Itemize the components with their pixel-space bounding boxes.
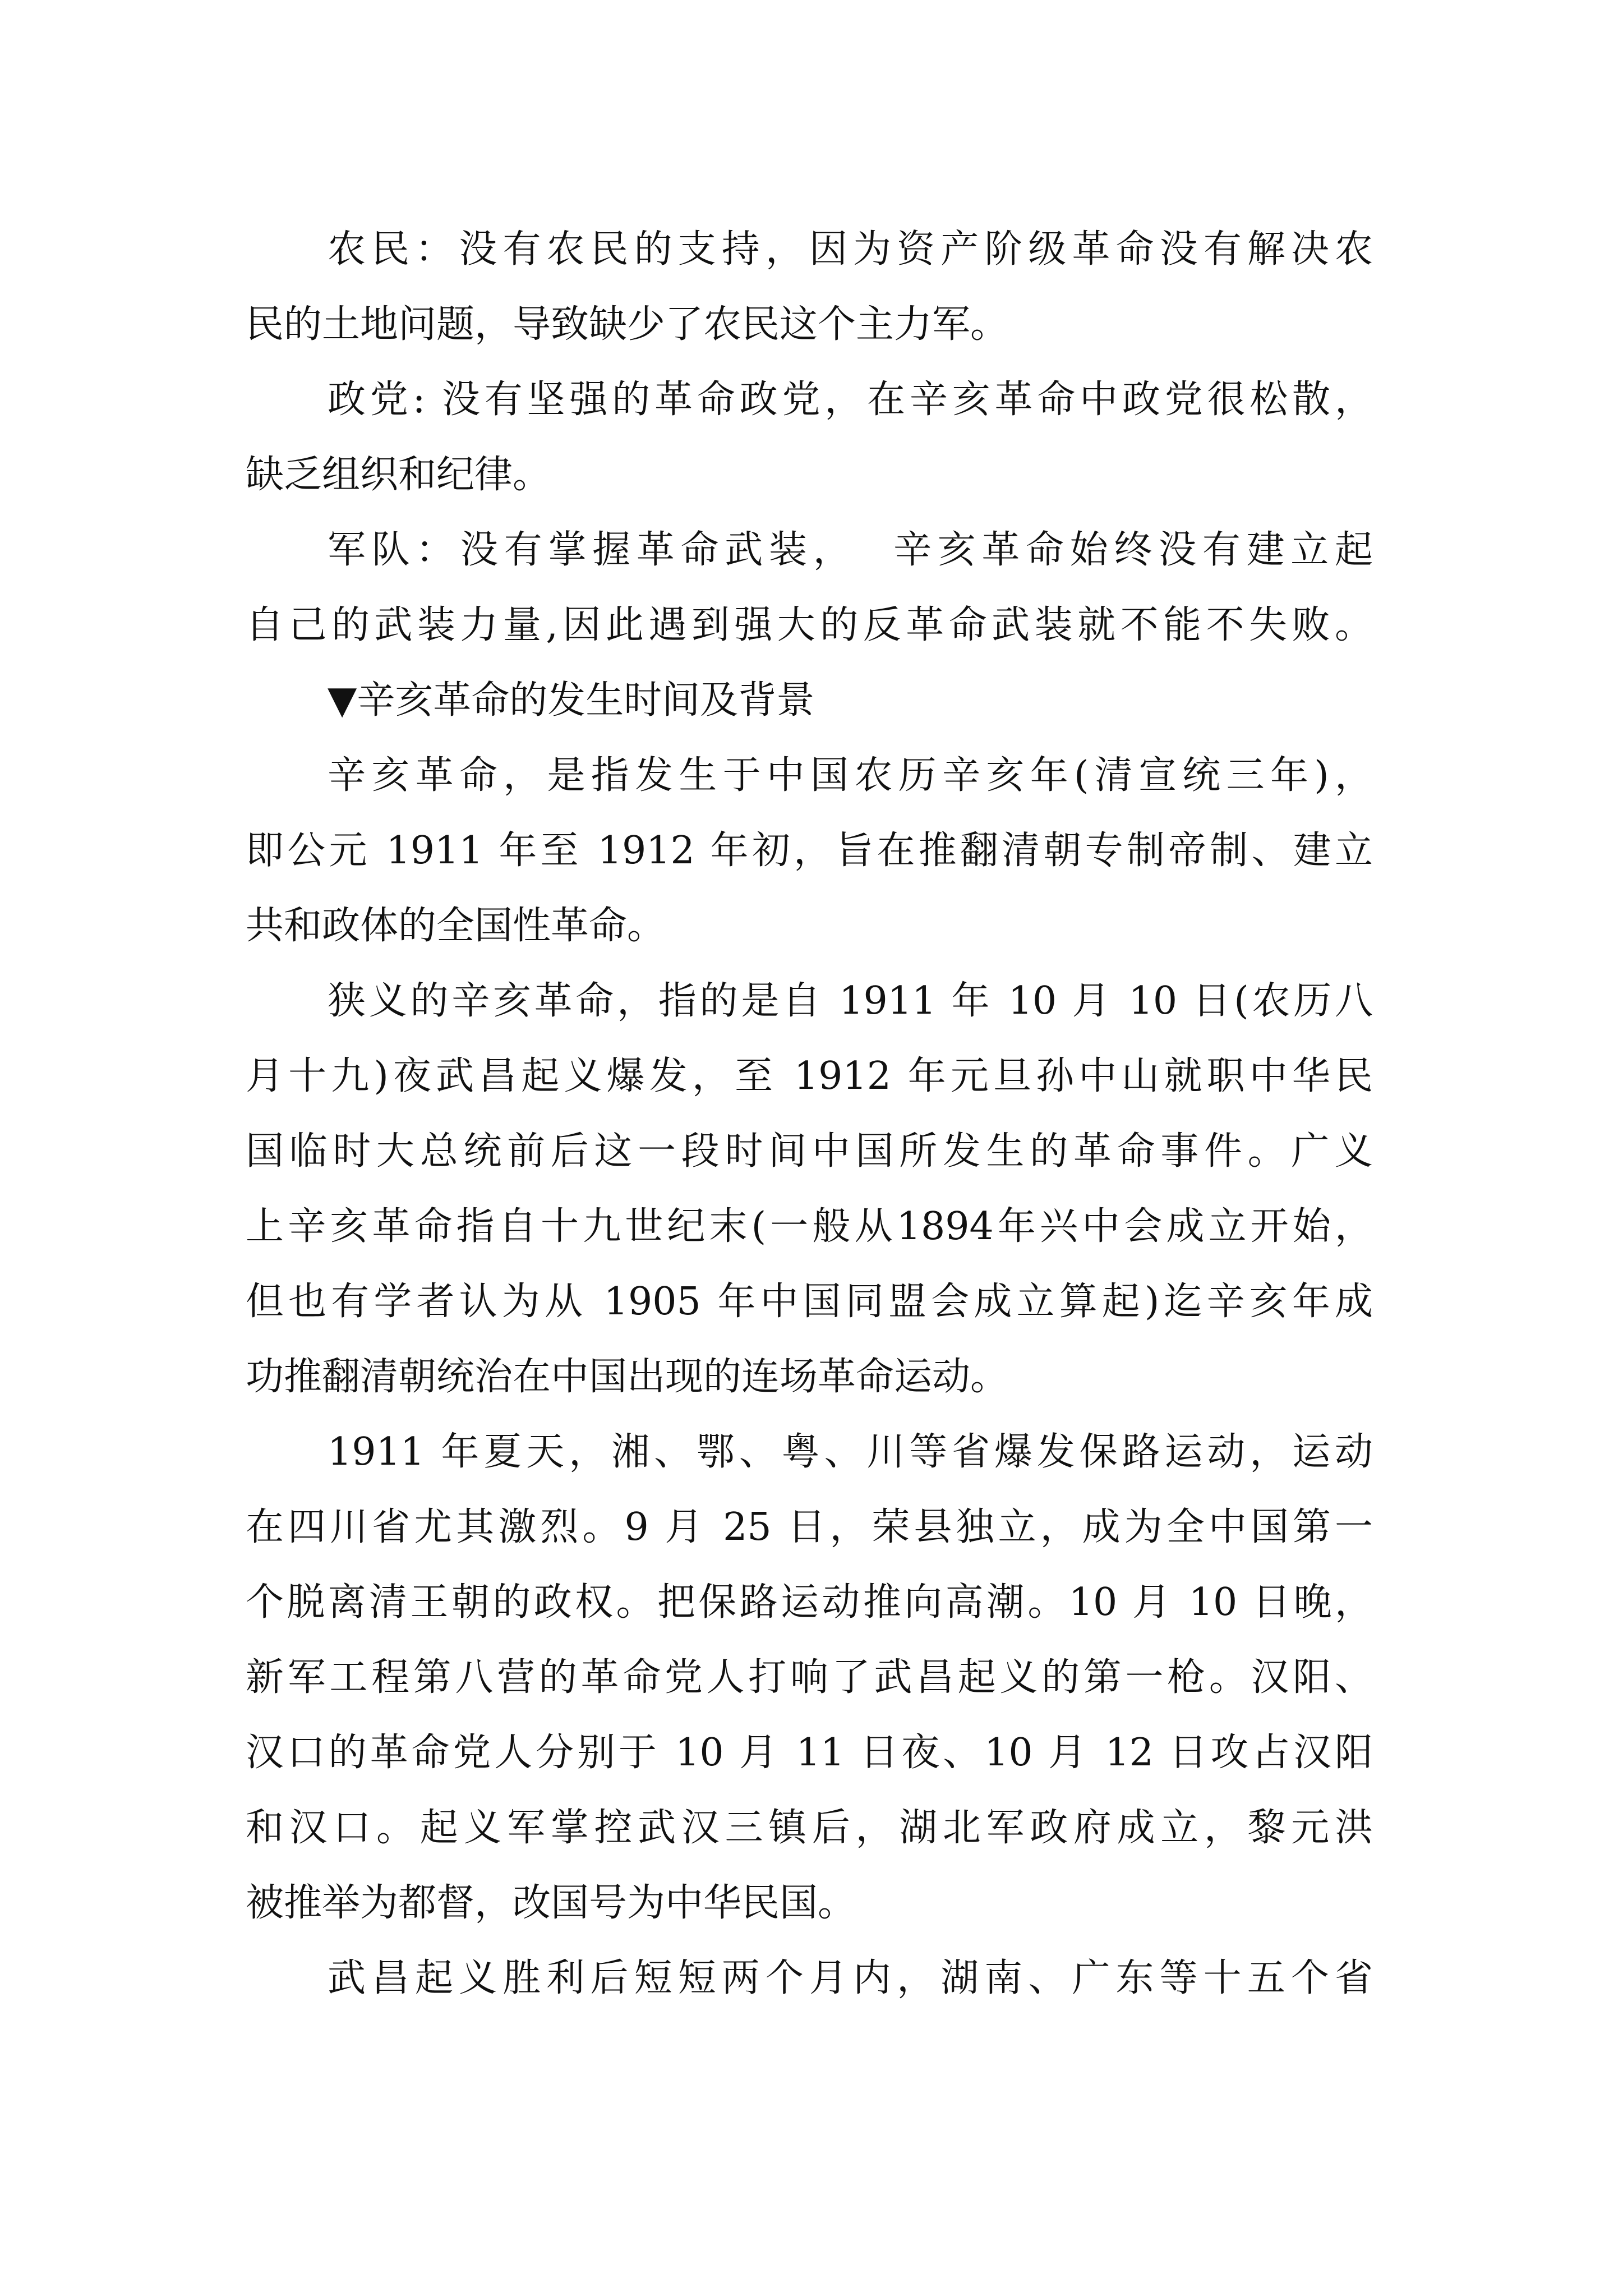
paragraph-line: 共和政体的全国性革命。	[246, 904, 666, 948]
paragraph-line: 但也有学者认为从 1905 年中国同盟会成立算起)迄辛亥年成	[246, 1280, 1373, 1324]
paragraph-line: 即公元 1911 年至 1912 年初，旨在推翻清朝专制帝制、建立	[246, 829, 1373, 873]
paragraph-line: 武昌起义胜利后短短两个月内，湖南、广东等十五个省	[328, 1956, 1373, 2000]
paragraph-line: 1911 年夏天，湘、鄂、粤、川等省爆发保路运动，运动	[328, 1430, 1373, 1474]
section-heading	[246, 663, 1373, 738]
paragraph-after-wuchang	[246, 1941, 1373, 2016]
paragraph-party	[246, 362, 1373, 513]
paragraph-line: 和汉口。起义军掌控武汉三镇后，湖北军政府成立，黎元洪	[246, 1806, 1373, 1850]
paragraph-line: 军队：没有掌握革命武装， 辛亥革命始终没有建立起	[328, 528, 1373, 572]
paragraph-line: 功推翻清朝统治在中国出现的连场革命运动。	[246, 1355, 1009, 1399]
paragraph-definition	[246, 738, 1373, 964]
paragraph-line: 政党: 没有坚强的革命政党，在辛亥革命中政党很松散，	[328, 378, 1373, 422]
paragraph-line: 新军工程第八营的革命党人打响了武昌起义的第一枪。汉阳、	[246, 1655, 1373, 1700]
paragraph-line: 个脱离清王朝的政权。把保路运动推向高潮。10 月 10 日晚，	[246, 1580, 1373, 1625]
paragraph-line: 被推举为都督，改国号为中华民国。	[246, 1881, 856, 1925]
paragraph-1911-events	[246, 1415, 1373, 1941]
paragraph-line: 狭义的辛亥革命，指的是自 1911 年 10 月 10 日(农历八	[328, 979, 1373, 1023]
document-body	[246, 212, 1373, 2016]
paragraph-line: 汉口的革命党人分别于 10 月 11 日夜、10 月 12 日攻占汉阳	[246, 1731, 1373, 1775]
paragraph-farmers	[246, 212, 1373, 362]
paragraph-line: 民的土地问题，导致缺少了农民这个主力军。	[246, 302, 1009, 347]
section-heading-text: ▼辛亥革命的发生时间及背景	[328, 678, 815, 723]
paragraph-line: 在四川省尤其激烈。9 月 25 日，荣县独立，成为全中国第一	[246, 1505, 1373, 1549]
paragraph-line: 自己的武装力量,因此遇到强大的反革命武装就不能不失败。	[246, 603, 1373, 647]
paragraph-line: 月十九)夜武昌起义爆发，至 1912 年元旦孙中山就职中华民	[246, 1054, 1373, 1098]
paragraph-line: 上辛亥革命指自十九世纪末(一般从1894年兴中会成立开始，	[246, 1204, 1373, 1249]
paragraph-line: 辛亥革命，是指发生于中国农历辛亥年(清宣统三年)，	[328, 753, 1373, 798]
paragraph-narrow-broad	[246, 964, 1373, 1415]
paragraph-line: 国临时大总统前后这一段时间中国所发生的革命事件。广义	[246, 1129, 1373, 1174]
paragraph-army	[246, 513, 1373, 663]
paragraph-line: 农民：没有农民的支持，因为资产阶级革命没有解决农	[328, 227, 1373, 272]
paragraph-line: 缺乏组织和纪律。	[246, 453, 551, 497]
